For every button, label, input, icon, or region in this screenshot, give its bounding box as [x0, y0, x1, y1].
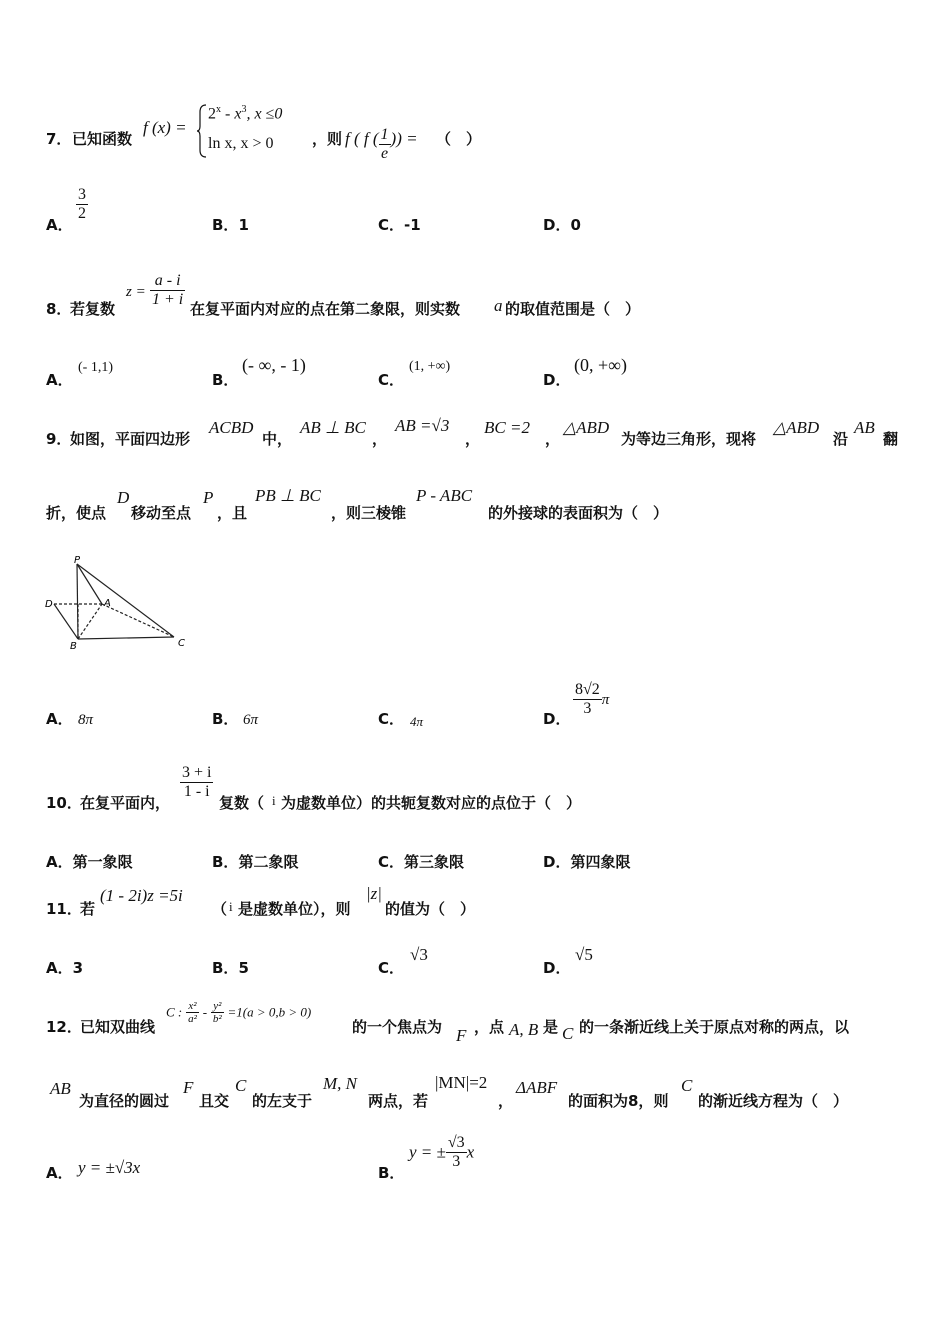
- option-d-value: √5: [575, 945, 593, 964]
- option-c-value: √3: [410, 945, 428, 964]
- line2-text-d: 两点，若: [368, 1092, 429, 1110]
- question-stem-then: ，则: [312, 130, 343, 148]
- question-number: 9．: [46, 430, 72, 448]
- question-stem-3: 为虚数单位）的共轭复数对应的点位于（ ）: [281, 794, 582, 812]
- points-mn: M, N: [323, 1074, 357, 1093]
- question-stem-3: 是虚数单位），则: [238, 900, 351, 918]
- line2-text-b: 且交: [199, 1092, 230, 1110]
- option-d-value: $\frac{8√2}{3}$ π: [575, 681, 610, 717]
- option-a-label: A．: [46, 710, 73, 728]
- triangle-abd-2: △ABD: [773, 418, 820, 437]
- label-p: P: [74, 555, 81, 566]
- pyramid-pabc: P - ABC: [416, 486, 473, 505]
- option-b-value: 6π: [243, 712, 259, 728]
- focus-f-2: F: [183, 1078, 194, 1097]
- line1-text-c: 为等边三角形，现将: [621, 430, 757, 448]
- brace-icon: [196, 104, 208, 158]
- option-d-value: (0, +∞): [574, 355, 627, 375]
- z-fraction: $\frac{a - i}{1 + i}$: [152, 272, 184, 308]
- imag-unit: i: [272, 793, 276, 808]
- label-a: A: [104, 598, 111, 609]
- curve-c-3: C: [681, 1076, 693, 1095]
- option-a-value: (- 1,1): [78, 360, 113, 375]
- option-b: B．1: [212, 216, 249, 234]
- point-d: D: [117, 488, 130, 507]
- option-c-label: C．: [378, 710, 405, 728]
- option-a-value: $\frac{3}{2}$: [78, 186, 86, 222]
- option-b: B．第二象限: [212, 853, 299, 871]
- abs-z: |z|: [366, 884, 382, 903]
- line1-text-b: 的一个焦点为: [352, 1018, 443, 1036]
- label-d: D: [45, 599, 53, 610]
- z-lhs: z =: [126, 284, 146, 300]
- question-stem-2: （: [212, 900, 228, 918]
- option-b: B．5: [212, 959, 249, 977]
- question-stem-3: 的取值范围是（ ）: [505, 300, 641, 318]
- answer-paren: （ ）: [436, 130, 482, 148]
- question-stem: 已知函数: [72, 130, 133, 148]
- label-c: C: [178, 638, 185, 649]
- line2-text-a: 为直径的圆过: [79, 1092, 170, 1110]
- question-stem: 若: [80, 900, 96, 918]
- option-c-label: C．: [378, 959, 405, 977]
- question-number: 11．: [46, 900, 82, 918]
- option-a-value: 8π: [78, 712, 94, 728]
- question-number: 8．: [46, 300, 72, 318]
- option-c-label: C．: [378, 371, 405, 389]
- bc-value: BC =2: [484, 418, 530, 437]
- line1-text-c: ，点: [474, 1018, 505, 1036]
- option-d-label: D．: [543, 959, 571, 977]
- comma: ，: [498, 1092, 514, 1110]
- option-a: A．3: [46, 959, 84, 977]
- question-number: 7．: [46, 130, 72, 148]
- option-a: A．第一象限: [46, 853, 133, 871]
- quad-acbd: ACBD: [209, 418, 254, 437]
- option-d-label: D．: [543, 371, 571, 389]
- expression: f ( f ( $\frac{1}{e}$ )) =: [345, 126, 418, 162]
- segment-ab: AB: [50, 1079, 71, 1098]
- triangle-abf: ΔABF: [516, 1078, 558, 1097]
- points-ab: A, B: [509, 1020, 539, 1039]
- option-d-label: D．: [543, 710, 571, 728]
- option-c: C．-1: [378, 216, 421, 234]
- edge-ab: AB: [854, 418, 875, 437]
- option-b-label: B．: [212, 710, 239, 728]
- line1-text-b: 中，: [262, 430, 293, 448]
- option-b-value: (- ∞, - 1): [242, 355, 306, 375]
- curve-c-2: C: [235, 1076, 247, 1095]
- comma: ，: [465, 430, 481, 448]
- option-b-label: B．: [378, 1164, 405, 1182]
- question-number: 10．: [46, 794, 82, 812]
- imag-unit: i: [229, 899, 233, 914]
- line2-text-f: 的渐近线方程为（ ）: [698, 1092, 849, 1110]
- piecewise-case-1: $2^x - x^3$, x ≤0: [208, 104, 283, 123]
- question-stem-2: 复数（: [219, 794, 265, 812]
- line2-text-a: 折，使点: [46, 504, 107, 522]
- option-d: D．0: [543, 216, 581, 234]
- option-a-label: A．: [46, 371, 73, 389]
- option-a-value: y = ±√3x: [78, 1158, 141, 1177]
- focus-f: F: [456, 1026, 467, 1045]
- line1-text-a: 如图，平面四边形: [70, 430, 191, 448]
- option-a-label: A．: [46, 1164, 73, 1182]
- line1-text-d: 沿: [833, 430, 849, 448]
- ab-value: AB =√3: [395, 416, 450, 435]
- complex-fraction: $\frac{3 + i}{1 - i}$: [182, 764, 212, 800]
- question-stem: 在复平面内，: [80, 794, 171, 812]
- line1-text-e: 翻: [883, 430, 899, 448]
- line1-text-a: 已知双曲线: [80, 1018, 156, 1036]
- line2-text-c: ，且: [217, 504, 248, 522]
- question-stem: 若复数: [70, 300, 116, 318]
- question-number: 12．: [46, 1018, 82, 1036]
- option-c: C．第三象限: [378, 853, 465, 871]
- line2-text-e: 的外接球的表面积为（ ）: [488, 504, 669, 522]
- perp-pb-bc: PB ⊥ BC: [255, 486, 321, 505]
- question-stem-4: 的值为（ ）: [385, 900, 476, 918]
- point-p: P: [203, 488, 214, 507]
- curve-c: C: [562, 1024, 574, 1043]
- option-a-label: A．: [46, 216, 73, 234]
- line2-text-d: ，则三棱锥: [331, 504, 407, 522]
- question-stem-2: 在复平面内对应的点在第二象限，则实数: [190, 300, 461, 318]
- comma: ，: [545, 430, 561, 448]
- option-c-value: (1, +∞): [409, 359, 451, 374]
- hyperbola-definition: C : $\frac{\text{x²}}{\text{a²}}$ - $\frac{\text{y²}}{\text{b²}}$ =1(a > 0,b > 0): [166, 1000, 312, 1025]
- line1-text-e: 的一条渐近线上关于原点对称的两点，以: [579, 1018, 850, 1036]
- function-lhs: f (x) =: [143, 118, 187, 137]
- pyramid-figure: [44, 552, 194, 652]
- line2-text-c: 的左支于: [252, 1092, 313, 1110]
- piecewise-case-2: ln x, x > 0: [208, 135, 274, 152]
- triangle-abd: △ABD: [563, 418, 610, 437]
- perp-ab-bc: AB ⊥ BC: [300, 418, 366, 437]
- equation: (1 - 2i)z =5i: [100, 886, 183, 905]
- comma: ，: [372, 430, 388, 448]
- option-d: D．第四象限: [543, 853, 631, 871]
- label-b: B: [70, 641, 77, 652]
- variable-a: a: [494, 296, 503, 315]
- option-c-value: 4π: [410, 714, 424, 729]
- line1-text-d: 是: [543, 1018, 559, 1036]
- option-b-value: y = ± $\frac{√3}{3}$ x: [409, 1134, 475, 1170]
- line2-text-b: 移动至点: [131, 504, 192, 522]
- mn-length: |MN|=2: [435, 1073, 488, 1092]
- option-b-label: B．: [212, 371, 239, 389]
- line2-text-e: 的面积为8，则: [568, 1092, 669, 1110]
